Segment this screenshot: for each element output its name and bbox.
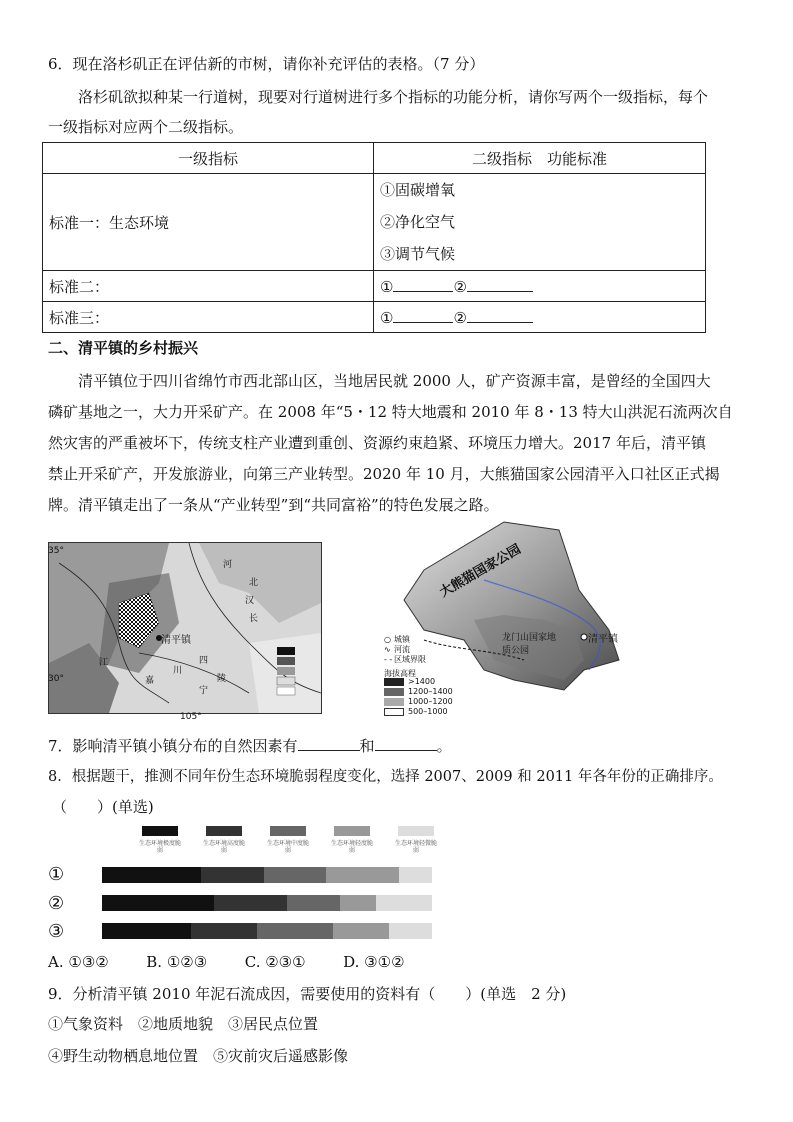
bar-segment — [399, 867, 432, 883]
elev-label: >1400 — [408, 677, 436, 686]
map-place-label: 河 — [223, 560, 233, 570]
answer-blank[interactable] — [375, 736, 437, 751]
bar-segment — [376, 895, 432, 911]
legend-swatch — [142, 826, 178, 836]
row3-blanks[interactable]: ① ② — [374, 302, 706, 333]
bar-row — [102, 923, 432, 939]
bar-segment — [102, 867, 201, 883]
row1-item: ②净化空气 — [380, 213, 456, 231]
elev-label: 1200–1400 — [408, 687, 453, 696]
row1-label: 标准一：生态环境 — [43, 174, 374, 271]
map-place-label: 四 — [199, 656, 209, 666]
bar-row-label: ① — [48, 864, 65, 885]
legend-boundary: 区域界限 — [394, 655, 426, 664]
legend-swatch — [270, 826, 306, 836]
bar-segment — [102, 923, 191, 939]
map-town-label: 清平镇 — [161, 635, 191, 646]
bar-row — [102, 895, 432, 911]
bar-segment — [201, 867, 264, 883]
row2-blanks[interactable]: ① ② — [374, 271, 706, 302]
q8-line1: 8．根据题干，推测不同年份生态环境脆弱程度变化，选择 2007、2009 和 2011 年各年份的正确排序。 — [48, 769, 723, 785]
legend-swatch — [206, 826, 242, 836]
row1-items — [374, 174, 706, 271]
regional-map-terrain — [49, 543, 321, 713]
map-place-label: 陵 — [217, 674, 227, 684]
map-place-label: 宁 — [199, 686, 209, 696]
legend-label: 生态环境中度脆弱 — [266, 840, 309, 854]
row1-item: ①固碳增氧 — [380, 181, 456, 199]
q9-line2: ①气象资料 ②地质地貌 ③居民点位置 — [48, 1015, 319, 1033]
q9-line3: ④野生动物栖息地位置 ⑤灾前灾后遥感影像 — [48, 1047, 349, 1065]
answer-blank[interactable] — [467, 277, 533, 292]
map-place-label: 嘉 — [145, 676, 155, 686]
elev-swatch — [384, 698, 404, 706]
park-map-legend: ○ 城镇 ∿ 河流 ‐ ‐ 区域界限 海拔高程 >1400 1200–1400 1000–1200 500–1000 — [384, 635, 453, 716]
elev-swatch — [384, 688, 404, 696]
bar-segment — [287, 895, 340, 911]
legend-town: 城镇 — [394, 635, 410, 644]
elev-label: 1000–1200 — [408, 697, 453, 706]
answer-blank[interactable] — [298, 736, 360, 751]
evaluation-table — [42, 142, 706, 333]
table-header-level1: 一级指标 — [43, 143, 374, 174]
map-place-label: 北 — [249, 578, 259, 588]
bar-segment — [257, 923, 333, 939]
q6-intro-line2: 一级指标对应两个二级指标。 — [48, 118, 244, 136]
section-heading: 二、清平镇的乡村振兴 — [48, 339, 199, 357]
lat-label-bottom: 30° — [48, 674, 64, 684]
elev-swatch — [384, 678, 404, 686]
geopark-label: 龙门山国家地质公园 — [502, 633, 557, 656]
legend-swatch — [334, 826, 370, 836]
legend-elevation-title: 海拔高程 — [384, 669, 416, 678]
legend-label: 生态环境轻微脆弱 — [394, 840, 437, 854]
q7-line: 7．影响清平镇小镇分布的自然因素有 和 。 — [48, 737, 452, 755]
option-b[interactable]: B. ①②③ — [146, 953, 208, 971]
row3-label: 标准三： — [43, 302, 374, 333]
park-town-label: 清平镇 — [588, 634, 618, 645]
legend-label: 生态环境极度脆弱 — [138, 840, 181, 854]
legend-river: 河流 — [394, 645, 410, 654]
regional-map — [48, 542, 322, 714]
section-paragraph-line: 磷矿基地之一，大力开采矿产。在 2008 年“5・12 特大地震和 2010 年 8・13 特大山洪泥石流两次自 — [48, 403, 733, 421]
q8-options — [48, 952, 405, 972]
legend-label: 生态环境高度脆弱 — [202, 840, 245, 854]
bar-segment — [326, 867, 399, 883]
bar-segment — [214, 895, 287, 911]
answer-blank[interactable] — [393, 308, 453, 323]
row1-item: ③调节气候 — [380, 245, 456, 263]
map-place-label: 江 — [99, 658, 109, 668]
bar-segment — [340, 895, 376, 911]
answer-blank[interactable] — [467, 308, 533, 323]
lat-label-top: 35° — [48, 546, 64, 556]
q9-line1: 9．分析清平镇 2010 年泥石流成因，需要使用的资料有（ ）(单选 2 分) — [48, 985, 567, 1003]
map-place-label: 汉 — [245, 596, 255, 606]
legend-label: 生态环境轻度脆弱 — [330, 840, 373, 854]
map-place-label: 长 — [249, 614, 259, 624]
bar-row-label: ② — [48, 893, 65, 914]
option-a[interactable]: A. ①③② — [48, 953, 109, 971]
section-paragraph-line: 牌。清平镇走出了一条从“产业转型”到“共同富裕”的特色发展之路。 — [48, 496, 499, 514]
bar-segment — [264, 867, 327, 883]
section-paragraph-line: 然灾害的严重被坏下，传统支柱产业遭到重创、资源约束趋紧、环境压力增大。2017 年后，清平镇 — [48, 434, 706, 452]
section-paragraph-line: 清平镇位于四川省绵竹市西北部山区，当地居民就 2000 人，矿产资源丰富，是曾经的全国四大 — [78, 372, 711, 390]
bar-row-label: ③ — [48, 921, 65, 942]
row2-label: 标准二： — [43, 271, 374, 302]
park-label: 大熊猫国家公园 — [437, 541, 524, 601]
answer-blank[interactable] — [393, 277, 453, 292]
bar-segment — [191, 923, 257, 939]
bar-segment — [389, 923, 432, 939]
lon-label: 105° — [180, 712, 202, 722]
elev-swatch — [384, 708, 404, 716]
option-c[interactable]: C. ②③① — [244, 953, 306, 971]
q6-title: 6．现在洛杉矶正在评估新的市树，请你补充评估的表格。（7 分） — [48, 55, 485, 73]
option-d[interactable]: D. ③①② — [343, 953, 405, 971]
legend-swatch — [398, 826, 434, 836]
bar-segment — [102, 895, 214, 911]
table-header-level2: 二级指标 功能标准 — [374, 143, 706, 174]
bar-row — [102, 867, 432, 883]
section-paragraph-line: 禁止开采矿产，开发旅游业，向第三产业转型。2020 年 10 月，大熊猫国家公园清平入口社区正式揭 — [48, 465, 720, 483]
q8-line2: （ ）(单选) — [52, 798, 154, 816]
map-place-label: 川 — [173, 666, 183, 676]
q6-intro-line1: 洛杉矶欲拟种某一行道树，现要对行道树进行多个指标的功能分析，请你写两个一级指标，每个 — [78, 88, 709, 106]
bar-segment — [333, 923, 389, 939]
elev-label: 500–1000 — [408, 707, 448, 716]
